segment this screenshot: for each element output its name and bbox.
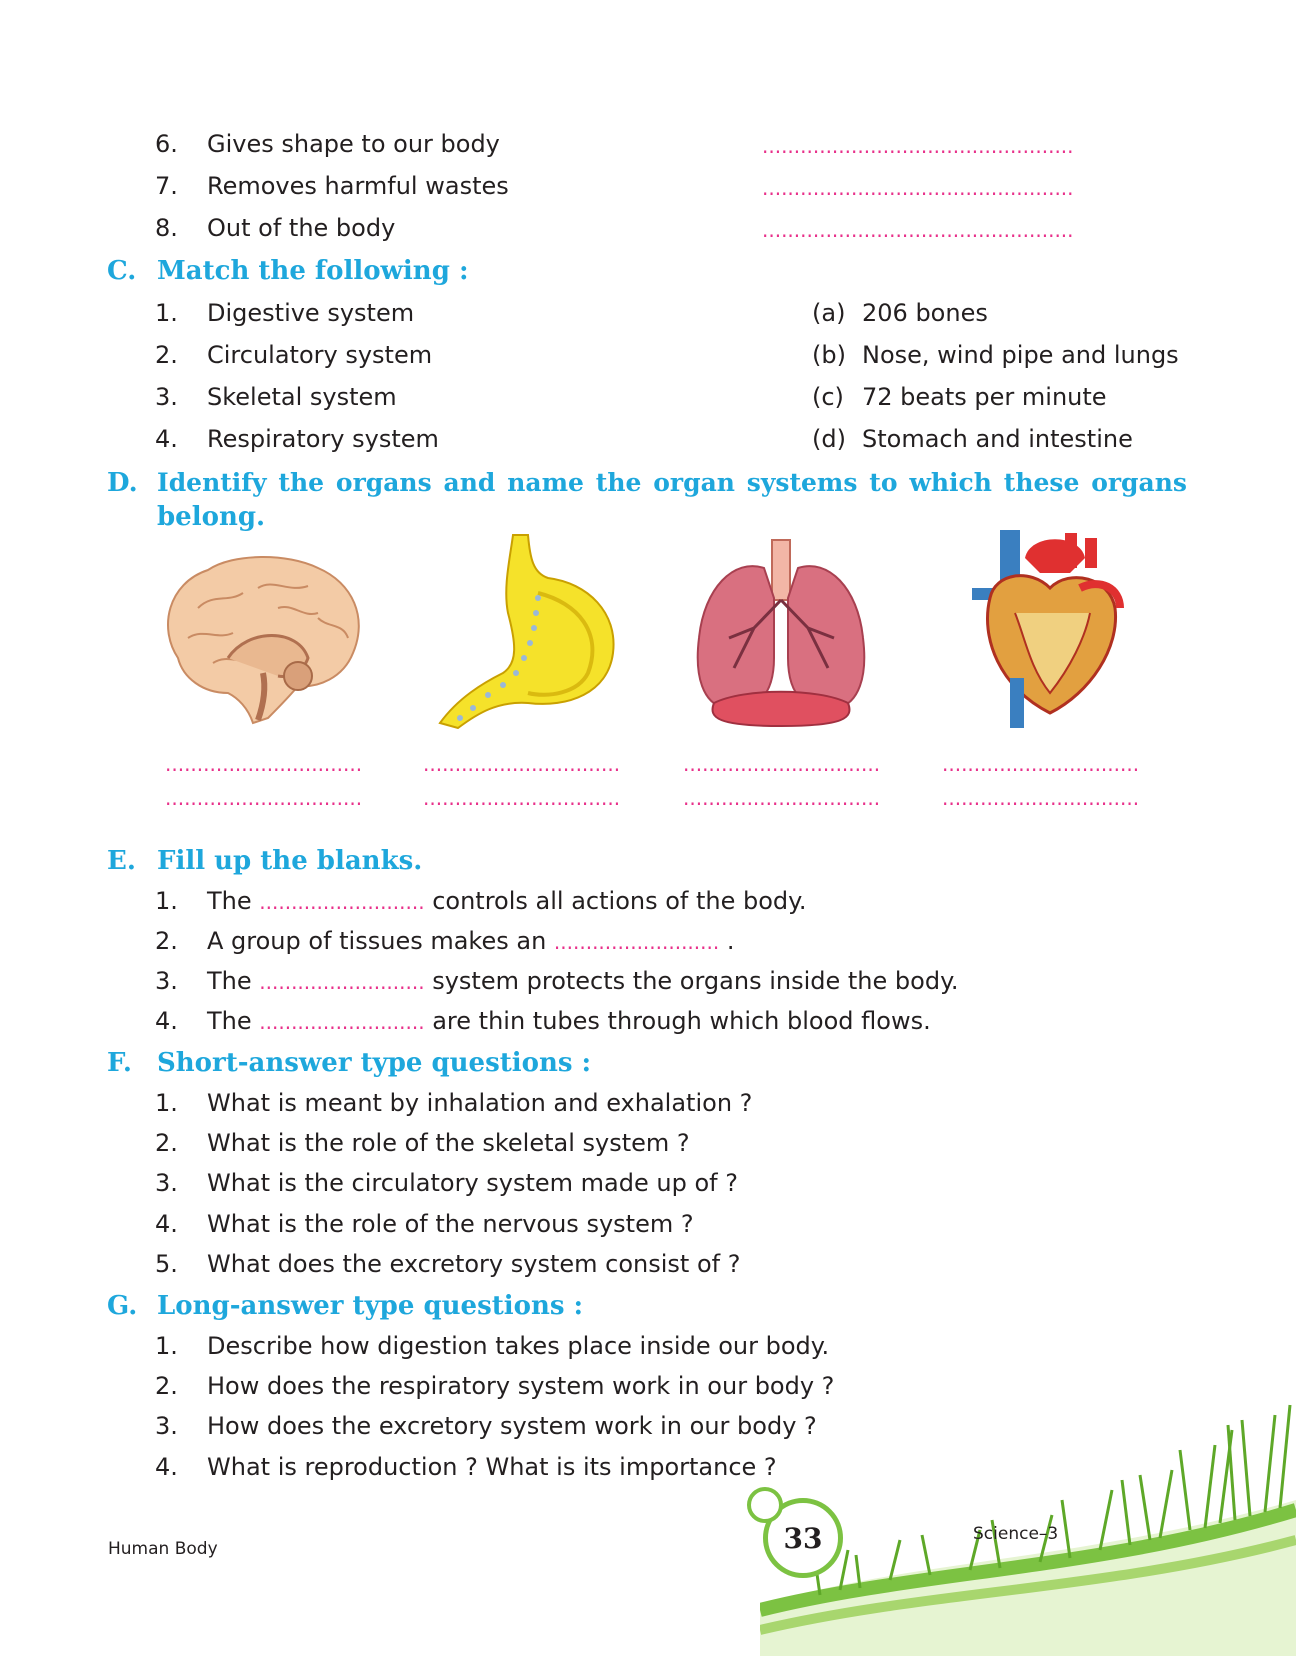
section-title: Short-answer type questions : bbox=[157, 1048, 592, 1078]
item-number: 1. bbox=[155, 299, 178, 327]
item-text: What is reproduction ? What is its importance ? bbox=[207, 1453, 777, 1481]
item-text: What is the role of the nervous system ? bbox=[207, 1210, 694, 1238]
item-number: 2. bbox=[155, 1129, 178, 1157]
organ-system-blank[interactable]: ............................... bbox=[683, 786, 881, 810]
organ-system-blank[interactable]: ............................... bbox=[165, 786, 363, 810]
item-text: Skeletal system bbox=[207, 383, 397, 411]
item-text: Digestive system bbox=[207, 299, 415, 327]
section-letter: F. bbox=[107, 1048, 132, 1078]
answer-blank[interactable]: .......................... bbox=[259, 890, 425, 914]
item-text: What is the role of the skeletal system ? bbox=[207, 1129, 690, 1157]
sentence-pre: The bbox=[207, 887, 252, 915]
chapter-title: Human Body bbox=[108, 1539, 218, 1559]
option-label: (a) bbox=[812, 299, 846, 327]
item-text: How does the excretory system work in our body ? bbox=[207, 1412, 817, 1440]
section-title-line1: Identify the organs and name the organ systems to which these organs bbox=[157, 468, 1187, 497]
item-number: 2. bbox=[155, 927, 178, 955]
item-text: What does the excretory system consist of ? bbox=[207, 1250, 741, 1278]
sentence-post: are thin tubes through which blood flows. bbox=[432, 1007, 931, 1035]
item-sentence bbox=[207, 1005, 931, 1038]
item-number: 1. bbox=[155, 1332, 178, 1360]
organ-system-blank[interactable]: ............................... bbox=[942, 786, 1140, 810]
section-letter: D. bbox=[107, 468, 138, 498]
section-title: Match the following : bbox=[157, 256, 469, 286]
item-text: Respiratory system bbox=[207, 425, 439, 453]
item-number: 8. bbox=[155, 214, 178, 242]
sentence-post: system protects the organs inside the body. bbox=[432, 967, 959, 995]
heart-icon bbox=[970, 528, 1130, 730]
answer-blank[interactable]: ................................................. bbox=[762, 176, 1074, 200]
item-number: 4. bbox=[155, 1210, 178, 1238]
item-sentence bbox=[207, 885, 807, 918]
option-text: Stomach and intestine bbox=[862, 425, 1133, 453]
item-number: 3. bbox=[155, 1412, 178, 1440]
organ-name-blank[interactable]: ............................... bbox=[423, 752, 621, 776]
item-sentence bbox=[207, 925, 735, 958]
section-letter: C. bbox=[107, 256, 137, 286]
item-number: 4. bbox=[155, 1007, 178, 1035]
item-text: Gives shape to our body bbox=[207, 130, 500, 158]
answer-blank[interactable]: .......................... bbox=[259, 1010, 425, 1034]
item-number: 3. bbox=[155, 967, 178, 995]
section-title: Fill up the blanks. bbox=[157, 846, 423, 876]
sentence-pre: The bbox=[207, 1007, 252, 1035]
answer-blank[interactable]: ................................................. bbox=[762, 134, 1074, 158]
item-number: 1. bbox=[155, 887, 178, 915]
item-text: Circulatory system bbox=[207, 341, 433, 369]
organ-name-blank[interactable]: ............................... bbox=[942, 752, 1140, 776]
option-label: (c) bbox=[812, 383, 844, 411]
sentence-pre: A group of tissues makes an bbox=[207, 927, 547, 955]
item-text: Out of the body bbox=[207, 214, 396, 242]
answer-blank[interactable]: .......................... bbox=[259, 970, 425, 994]
option-label: (d) bbox=[812, 425, 846, 453]
item-text: Removes harmful wastes bbox=[207, 172, 509, 200]
sentence-post: controls all actions of the body. bbox=[432, 887, 807, 915]
page-circle-accent bbox=[747, 1487, 783, 1523]
item-number: 4. bbox=[155, 425, 178, 453]
page-number: 33 bbox=[783, 1522, 823, 1555]
item-number: 1. bbox=[155, 1089, 178, 1117]
answer-blank[interactable]: ................................................. bbox=[762, 218, 1074, 242]
section-title-line2: belong. bbox=[157, 502, 266, 532]
option-text: Nose, wind pipe and lungs bbox=[862, 341, 1179, 369]
sentence-post: . bbox=[726, 927, 735, 955]
organ-name-blank[interactable]: ............................... bbox=[165, 752, 363, 776]
option-text: 72 beats per minute bbox=[862, 383, 1107, 411]
section-title: Long-answer type questions : bbox=[157, 1291, 584, 1321]
sentence-pre: The bbox=[207, 967, 252, 995]
item-text: What is meant by inhalation and exhalation ? bbox=[207, 1089, 753, 1117]
answer-blank[interactable]: .......................... bbox=[553, 930, 720, 954]
item-number: 2. bbox=[155, 341, 178, 369]
item-number: 3. bbox=[155, 383, 178, 411]
item-sentence bbox=[207, 965, 958, 998]
organ-system-blank[interactable]: ............................... bbox=[423, 786, 621, 810]
item-text: How does the respiratory system work in our body ? bbox=[207, 1372, 835, 1400]
item-text: Describe how digestion takes place inside our body. bbox=[207, 1332, 830, 1360]
item-number: 2. bbox=[155, 1372, 178, 1400]
item-text: What is the circulatory system made up of ? bbox=[207, 1169, 738, 1197]
section-letter: E. bbox=[107, 846, 136, 876]
item-number: 5. bbox=[155, 1250, 178, 1278]
organ-name-blank[interactable]: ............................... bbox=[683, 752, 881, 776]
stomach-icon bbox=[438, 533, 620, 729]
book-title: Science–3 bbox=[973, 1524, 1059, 1544]
option-label: (b) bbox=[812, 341, 846, 369]
item-number: 3. bbox=[155, 1169, 178, 1197]
section-letter: G. bbox=[107, 1291, 138, 1321]
brain-icon bbox=[158, 548, 368, 728]
item-number: 4. bbox=[155, 1453, 178, 1481]
option-text: 206 bones bbox=[862, 299, 988, 327]
item-number: 7. bbox=[155, 172, 178, 200]
lungs-icon bbox=[694, 538, 868, 728]
item-number: 6. bbox=[155, 130, 178, 158]
